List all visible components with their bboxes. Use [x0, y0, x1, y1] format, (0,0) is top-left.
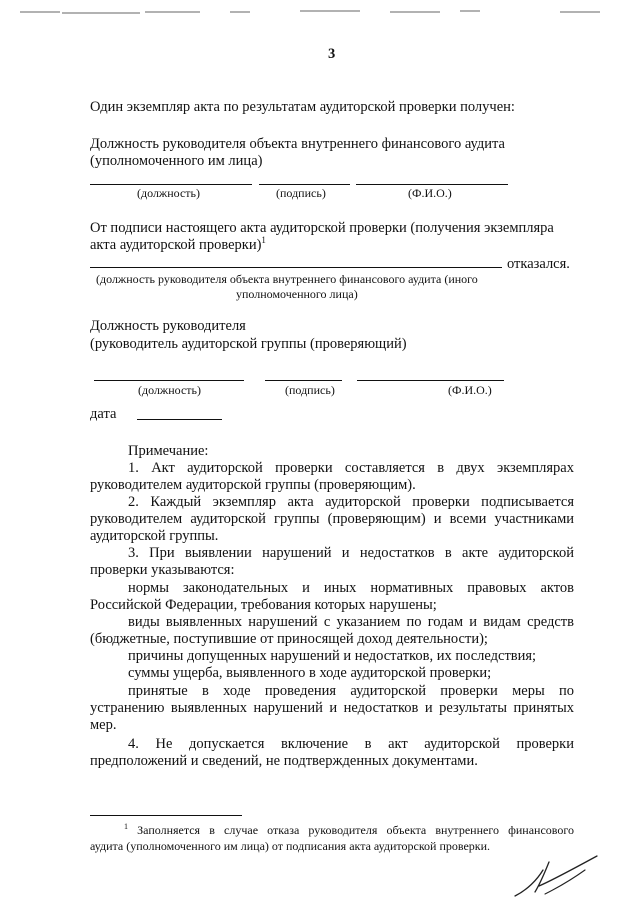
leader-position-line1: Должность руководителя	[90, 318, 246, 334]
leader-signature-caption: (подпись)	[285, 383, 335, 397]
note-3-line1: 3. При выявлении нарушений и недостатков в акте аудиторской	[128, 545, 574, 561]
note-2-line3: аудиторской группы.	[90, 528, 219, 544]
note-1-line2: руководителем аудиторской группы (проверяющим).	[90, 477, 416, 493]
leader-signature-blank	[265, 380, 342, 381]
receipt-line: Один экземпляр акта по результатам аудиторской проверки получен:	[90, 99, 515, 115]
head-signature-blank	[259, 184, 350, 185]
leader-position-caption: (должность)	[138, 383, 201, 397]
scan-edge-marks	[0, 0, 640, 20]
head-position-blank	[90, 184, 252, 185]
note-4-line1: 4. Не допускается включение в акт аудиторской проверки	[128, 736, 574, 752]
head-signature-caption: (подпись)	[276, 186, 326, 200]
refusal-line2	[90, 237, 266, 254]
note-3-item2-line1: виды выявленных нарушений с указанием по годам и видам средств	[128, 614, 574, 630]
date-blank	[137, 419, 222, 420]
refusal-blank	[90, 267, 502, 268]
note-3-item3: причины допущенных нарушений и недостатков, их последствия;	[128, 648, 537, 664]
note-1-line1: 1. Акт аудиторской проверки составляется в двух экземплярах	[128, 460, 574, 476]
footnote-line1	[124, 823, 574, 837]
note-2-line2: руководителем аудиторской группы (проверяющим) и всеми участниками	[90, 511, 574, 527]
refusal-caption-line1: (должность руководителя объекта внутреннего финансового аудита (иного	[96, 272, 478, 286]
head-position-line2: (уполномоченного им лица)	[90, 153, 263, 169]
leader-name-blank	[357, 380, 504, 381]
note-3-item1-line2: Российской Федерации, требования которых нарушены;	[90, 597, 437, 613]
notes-title: Примечание:	[128, 443, 209, 459]
note-3-item5-line3: мер.	[90, 717, 117, 733]
leader-position-blank	[94, 380, 244, 381]
head-name-caption: (Ф.И.О.)	[408, 186, 452, 200]
footnote-separator	[90, 815, 242, 816]
note-3-item4: суммы ущерба, выявленного в ходе аудиторской проверки;	[128, 665, 492, 681]
refusal-caption-line2: уполномоченного лица)	[236, 287, 358, 301]
date-label: дата	[90, 406, 117, 422]
note-3-item5-line2: устранению выявленных нарушений и недостатков и результаты принятых	[90, 700, 574, 716]
note-3-line2: проверки указываются:	[90, 562, 235, 578]
note-3-item1-line1: нормы законодательных и иных нормативных правовых актов	[128, 580, 574, 596]
note-3-item2-line2: (бюджетные, поступившие от приносящей доход деятельности);	[90, 631, 488, 647]
head-position-caption: (должность)	[137, 186, 200, 200]
note-2-line1: 2. Каждый экземпляр акта аудиторской проверки подписывается	[128, 494, 574, 510]
footnote-number: 1	[124, 822, 128, 831]
footnote-line1-text: Заполняется в случае отказа руководителя объекта внутреннего финансового	[137, 823, 574, 837]
handwritten-initials	[505, 850, 605, 900]
leader-position-line2: (руководитель аудиторской группы (проверяющий)	[90, 336, 407, 352]
head-position-line1: Должность руководителя объекта внутреннего финансового аудита	[90, 136, 505, 152]
refusal-line2-text: акта аудиторской проверки)	[90, 237, 262, 253]
refusal-line1: От подписи настоящего акта аудиторской проверки (получения экземпляра	[90, 220, 554, 236]
refused-text: отказался.	[507, 256, 570, 272]
note-3-item5-line1: принятые в ходе проведения аудиторской проверки меры по	[128, 683, 574, 699]
leader-name-caption: (Ф.И.О.)	[448, 383, 492, 397]
footnote-reference: 1	[261, 235, 266, 246]
page-number: 3	[328, 46, 336, 62]
note-4-line2: предположений и сведений, не подтвержденных документами.	[90, 753, 478, 769]
footnote-line2: аудита (уполномоченного им лица) от подписания акта аудиторской проверки.	[90, 839, 491, 853]
head-name-blank	[356, 184, 508, 185]
